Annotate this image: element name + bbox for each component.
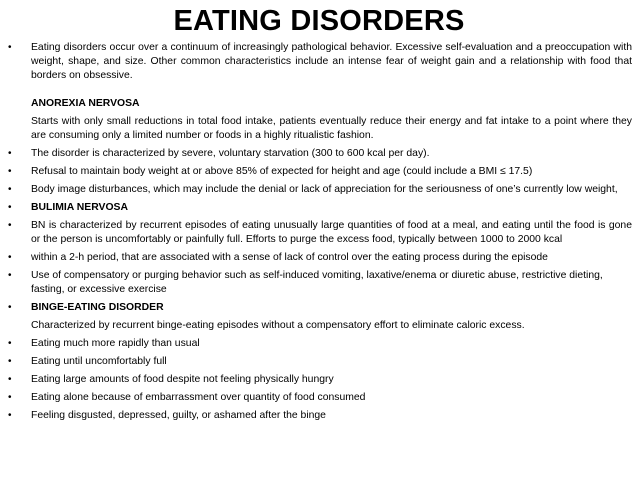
list-item [8,409,632,423]
list-item [8,41,632,83]
list-item [8,251,632,265]
section-heading-text: ANOREXIA NERVOSA [31,98,140,109]
list-item-text: Body image disturbances, which may include the denial or lack of appreciation for the seriousness of one’s currently low weight, [31,184,618,195]
bullet-icon: • [8,42,12,53]
list-item-text: Eating alone because of embarrassment over quantity of food consumed [31,392,366,403]
list-item-text: within a 2-h period, that are associated with a sense of lack of control over the eating process during the episode [31,252,548,263]
bullet-icon: • [8,202,12,213]
bullet-icon: • [8,338,12,349]
list-item-text: BN is characterized by recurrent episodes of eating unusually large quantities of food at a meal, and eating until the food is gone or the person is uncomfortably or painfully full. Efforts to purge the excess food, typically between 1000 to 2000 kcal [31,220,632,245]
list-item [8,319,632,333]
list-item-text: Eating much more rapidly than usual [31,338,200,349]
list-item [8,165,632,179]
section-heading-anorexia [8,97,632,111]
bullet-icon: • [8,166,12,177]
list-item-text: Characterized by recurrent binge-eating episodes without a compensatory effort to eliminate caloric excess. [31,320,525,331]
list-item [8,373,632,387]
list-item-text: Feeling disgusted, depressed, guilty, or ashamed after the binge [31,410,326,421]
bullet-icon: • [8,252,12,263]
section-heading-bulimia [8,201,632,215]
bullet-icon: • [8,148,12,159]
section-heading-text: BINGE-EATING DISORDER [31,302,164,313]
list-item [8,219,632,247]
list-item-text: Eating disorders occur over a continuum of increasingly pathological behavior. Excessive self-evaluation and a preoccupation with weight, shape, and size. Other common characteristics include an intense fear of weight gain and a relationship with food that borders on obsessive. [31,42,632,81]
slide-title: EATING DISORDERS [173,5,465,37]
bullet-icon: • [8,270,12,281]
list-item-text: Eating until uncomfortably full [31,356,167,367]
list-item [8,391,632,405]
bullet-icon: • [8,374,12,385]
list-item-text: Starts with only small reductions in total food intake, patients eventually reduce their energy and fat intake to a point where they are consuming only a limited number or foods in a highly ritualistic fashion. [31,116,632,141]
list-item-text: Refusal to maintain body weight at or above 85% of expected for height and age (could include a BMI ≤ 17.5) [31,166,533,177]
list-item [8,269,632,297]
list-item [8,147,632,161]
bullet-icon: • [8,392,12,403]
list-item-text: Eating large amounts of food despite not feeling physically hungry [31,374,334,385]
bullet-icon: • [8,220,12,231]
list-item [8,355,632,369]
list-item [8,337,632,351]
bullet-list [8,41,632,427]
list-item [8,183,632,197]
bullet-icon: • [8,410,12,421]
bullet-icon: • [8,356,12,367]
bullet-icon: • [8,302,12,313]
list-item-text: Use of compensatory or purging behavior such as self-induced vomiting, laxative/enema or diuretic abuse, restrictive dieting, fasting, or excessive exercise [31,270,603,295]
section-heading-text: BULIMIA NERVOSA [31,202,128,213]
list-item [8,115,632,143]
section-heading-binge-eating [8,301,632,315]
list-item-text: The disorder is characterized by severe, voluntary starvation (300 to 600 kcal per day). [31,148,430,159]
bullet-icon: • [8,184,12,195]
